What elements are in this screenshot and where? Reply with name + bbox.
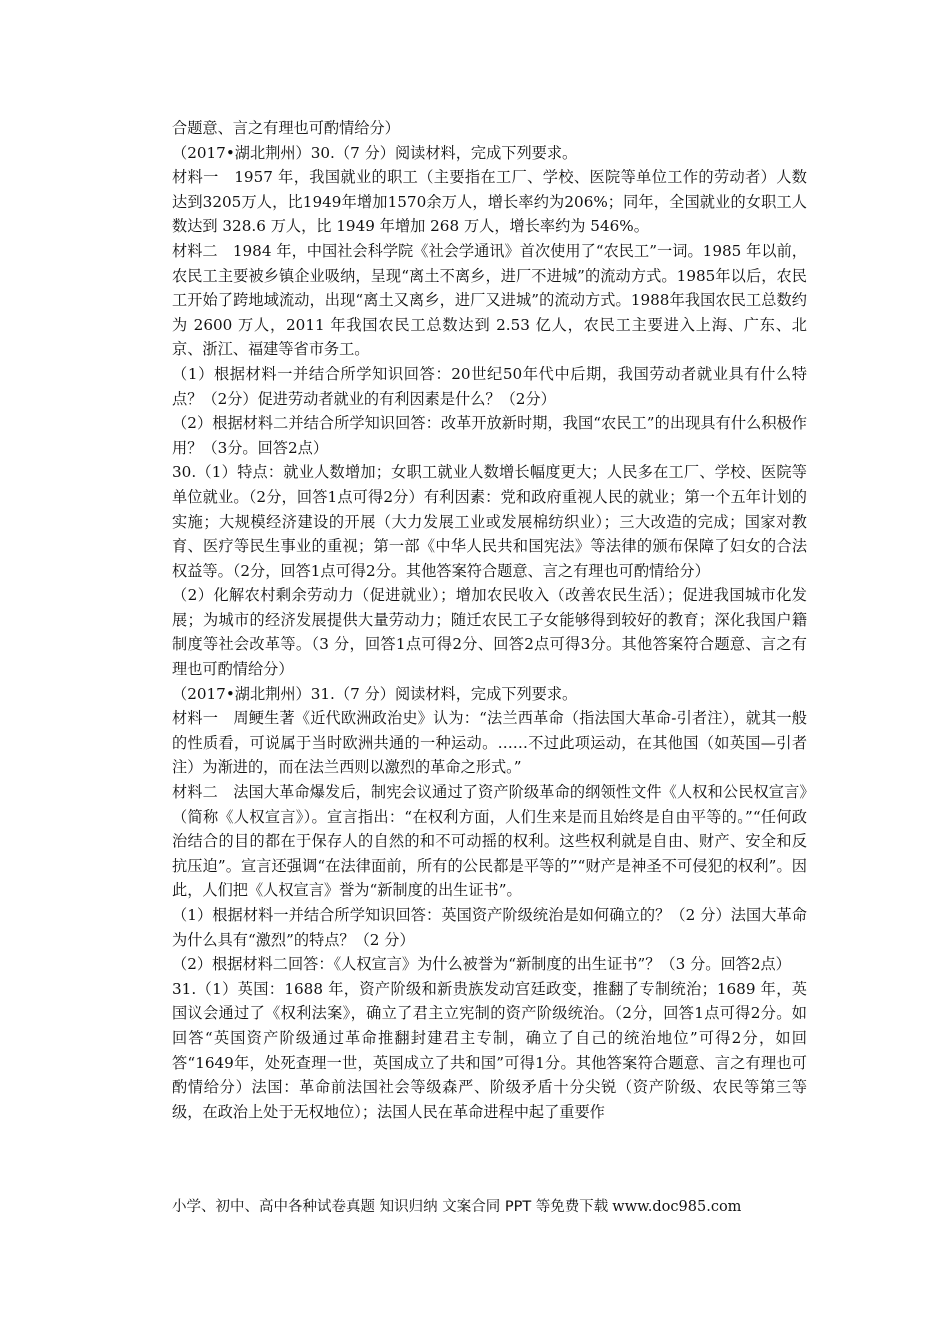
question-31-part-1: （1）根据材料一并结合所学知识回答：英国资产阶级统治是如何确立的？（2 分）法国大革命为什么具有“激烈”的特点？（2 分） <box>172 906 807 949</box>
question-31-part-2: （2）根据材料二回答：《人权宣言》为什么被誉为“新制度的出生证书”？（3 分。回答2点） <box>172 955 791 974</box>
footer-site: www.doc985.com <box>612 1199 742 1215</box>
question-30-material-2: 材料二 1984 年，中国社会科学院《社会学通讯》首次使用了“农民工”一词。1985 年以前，农民工主要被乡镇企业吸纳，呈现“离土不离乡，进厂不进城”的流动方式。1985年以后，农民工开始了跨地域流动，出现“离土又离乡，进厂又进城”的流动方式。1988年我国农民工总数约为 2600 万人，2011 年我国农民工总数达到 2.53 亿人，农民工主要进入上海、广东、北京、浙江、福建等省市务工。 <box>172 241 807 359</box>
answer-30-part-1: 30.（1）特点：就业人数增加；女职工就业人数增长幅度更大；人民多在工厂、学校、医院等单位就业。（2分，回答1点可得2分）有利因素：党和政府重视人民的就业；第一个五年计划的实施；大规模经济建设的开展（大力发展工业或发展棉纺织业）；三大改造的完成；国家对教育、医疗等民生事业的重视；第一部《中华人民共和国宪法》等法律的颁布保障了妇女的合法权益等。（2分，回答1点可得2分。其他答案符合题意、言之有理也可酌情给分） <box>172 463 807 580</box>
answer-31-part-1: 31.（1）英国：1688 年，资产阶级和新贵族发动宫廷政变，推翻了专制统治；1689 年，英国议会通过了《权利法案》，确立了君主立宪制的资产阶级统治。（2分，回答1点可得2分。如回答“英国资产阶级通过革命推翻封建君主专制，确立了自己的统治地位”可得2分，如回答“1649年，处死查理一世，英国成立了共和国”可得1分。其他答案符合题意、言之有理也可酌情给分）法国：革命前法国社会等级森严、阶级矛盾十分尖锐（资产阶级、农民等第三等级，在政治上处于无权地位）；法国人民在革命进程中起了重要作 <box>172 979 807 1121</box>
question-31-material-1: 材料一 周鲠生著《近代欧洲政治史》认为：“法兰西革命（指法国大革命-引者注），就其一般的性质看，可说属于当时欧洲共通的一种运动。……不过此项运动，在其他国（如英国—引者注）为渐进的，而在法兰西则以激烈的革命之形式。” <box>172 709 807 777</box>
question-30-material-1: 材料一 1957 年，我国就业的职工（主要指在工厂、学校、医院等单位工作的劳动者）人数达到3205万人，比1949年增加1570余万人，增长率约为206%；同年，全国就业的女职工人数达到 328.6 万人，比 1949 年增加 268 万人，增长率约为 546%。 <box>172 168 807 236</box>
question-30-part-1: （1）根据材料一并结合所学知识回答：20世纪50年代中后期，我国劳动者就业具有什么特点？（2分）促进劳动者就业的有利因素是什么？（2分） <box>172 364 807 408</box>
document-body <box>172 116 807 1124</box>
question-30-heading: （2017•湖北荆州）30.（7 分）阅读材料，完成下列要求。 <box>172 143 578 162</box>
answer-30-part-2: （2）化解农村剩余劳动力（促进就业）；增加农民收入（改善农民生活）；促进我国城市化发展；为城市的经济发展提供大量劳动力；随迁农民工子女能够得到较好的教育；深化我国户籍制度等社会改革等。（3 分，回答1点可得2分、回答2点可得3分。其他答案符合题意、言之有理也可酌情给分） <box>172 586 807 679</box>
footer-text: 小学、初中、高中各种试卷真题 知识归纳 文案合同 PPT 等免费下载 <box>172 1199 609 1215</box>
page-footer <box>172 1195 812 1216</box>
question-31-heading: （2017•湖北荆州）31.（7 分）阅读材料，完成下列要求。 <box>172 684 578 703</box>
question-31-material-2: 材料二 法国大革命爆发后，制宪会议通过了资产阶级革命的纲领性文件《人权和公民权宣言》（简称《人权宣言》）。宣言指出：“在权利方面，人们生来是而且始终是自由平等的。”“任何政治结合的目的都在于保存人的自然的和不可动摇的权利。这些权利就是自由、财产、安全和反抗压迫”。宣言还强调“在法律面前，所有的公民都是平等的”“财产是神圣不可侵犯的权利”。因此，人们把《人权宣言》誉为“新制度的出生证书”。 <box>172 783 807 900</box>
answer-continuation: 合题意、言之有理也可酌情给分） <box>172 119 400 137</box>
question-30-part-2: （2）根据材料二并结合所学知识回答：改革开放新时期，我国“农民工”的出现具有什么积极作用？（3分。回答2点） <box>172 414 807 457</box>
